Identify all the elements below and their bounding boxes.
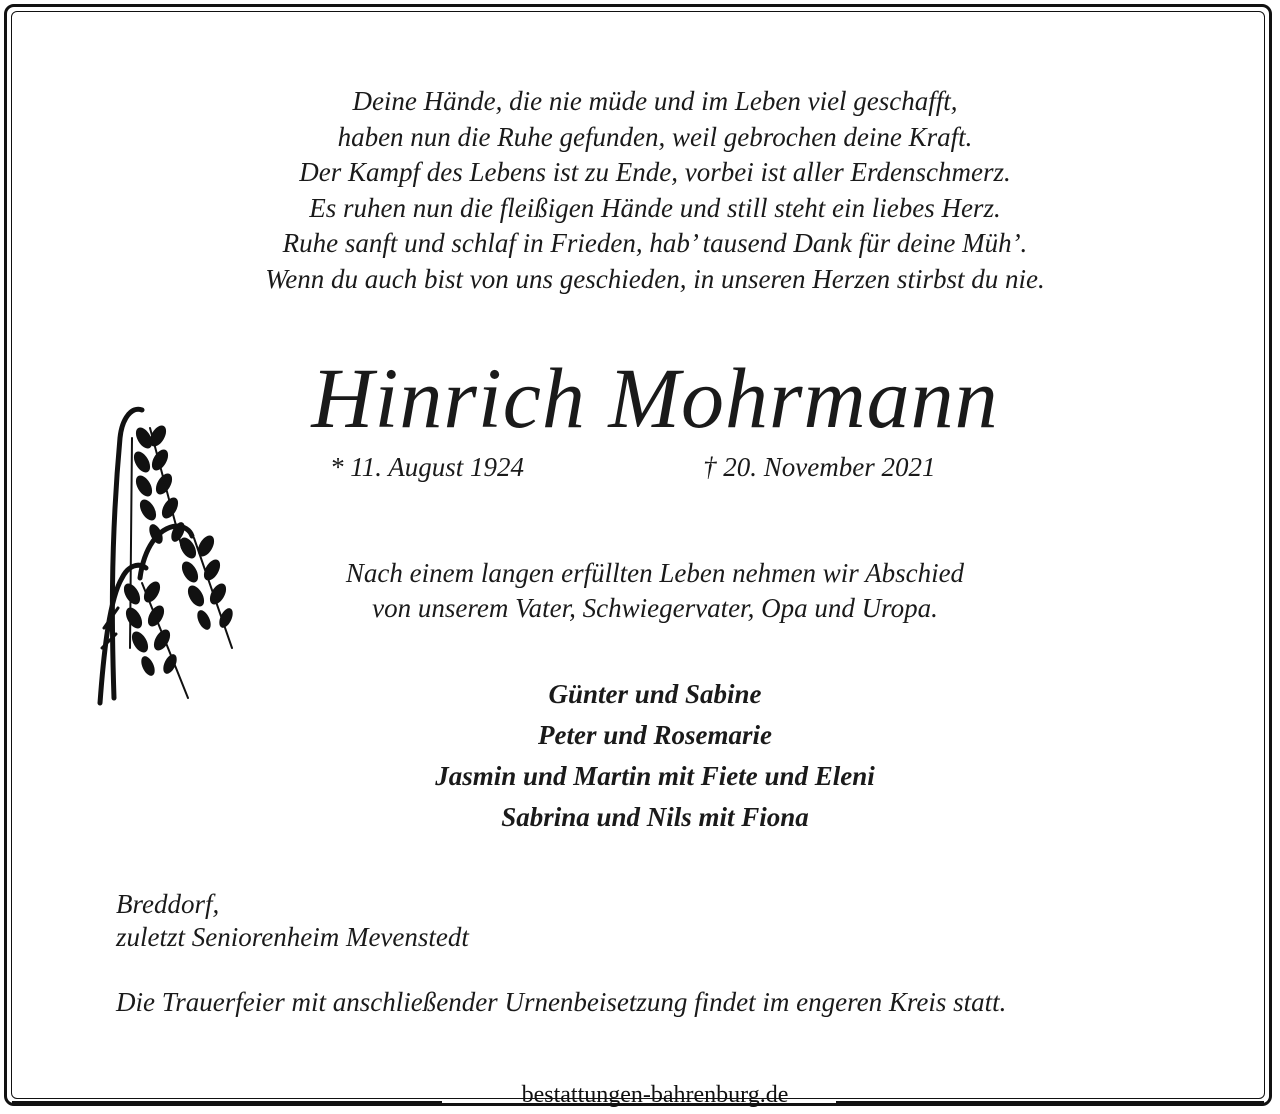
mourners-list: [0, 674, 1280, 838]
farewell-line: von unserem Vater, Schwiegervater, Opa und Uropa.: [372, 593, 938, 623]
poem-line: Wenn du auch bist von uns geschieden, in unseren Herzen stirbst du nie.: [265, 263, 1045, 294]
farewell-text: [0, 556, 1280, 626]
poem-line: Es ruhen nun die fleißigen Hände und still steht ein liebes Herz.: [309, 192, 1001, 223]
mourner-line: Günter und Sabine: [548, 679, 762, 709]
poem-line: Der Kampf des Lebens ist zu Ende, vorbei ist aller Erdenschmerz.: [299, 157, 1011, 187]
mourner-line: Peter und Rosemarie: [538, 720, 772, 750]
mourner-line: Sabrina und Nils mit Fiona: [501, 802, 809, 832]
deceased-name: Hinrich Mohrmann: [311, 350, 999, 446]
poem-line: haben nun die Ruhe gefunden, weil gebrochen deine Kraft.: [337, 121, 973, 152]
farewell-line: Nach einem langen erfüllten Leben nehmen wir Abschied: [345, 558, 965, 588]
place-info: [116, 888, 469, 954]
funeral-notice: Die Trauerfeier mit anschließender Urnenbeisetzung findet im engeren Kreis statt.: [116, 987, 1007, 1017]
place-line: Breddorf,: [116, 889, 220, 919]
poem-line: Deine Hände, die nie müde und im Leben viel geschafft,: [352, 86, 958, 116]
death-date: † 20. November 2021: [703, 452, 936, 482]
mourner-line: Jasmin und Martin mit Fiete und Eleni: [435, 761, 875, 791]
poem: [0, 84, 1280, 297]
footer-website: bestattungen-bahrenburg.de: [521, 1082, 789, 1108]
poem-line: Ruhe sanft und schlaf in Frieden, hab’ tausend Dank für deine Müh’.: [282, 228, 1028, 258]
birth-date: * 11. August 1924: [330, 452, 525, 482]
place-line: zuletzt Seniorenheim Mevenstedt: [116, 922, 469, 952]
